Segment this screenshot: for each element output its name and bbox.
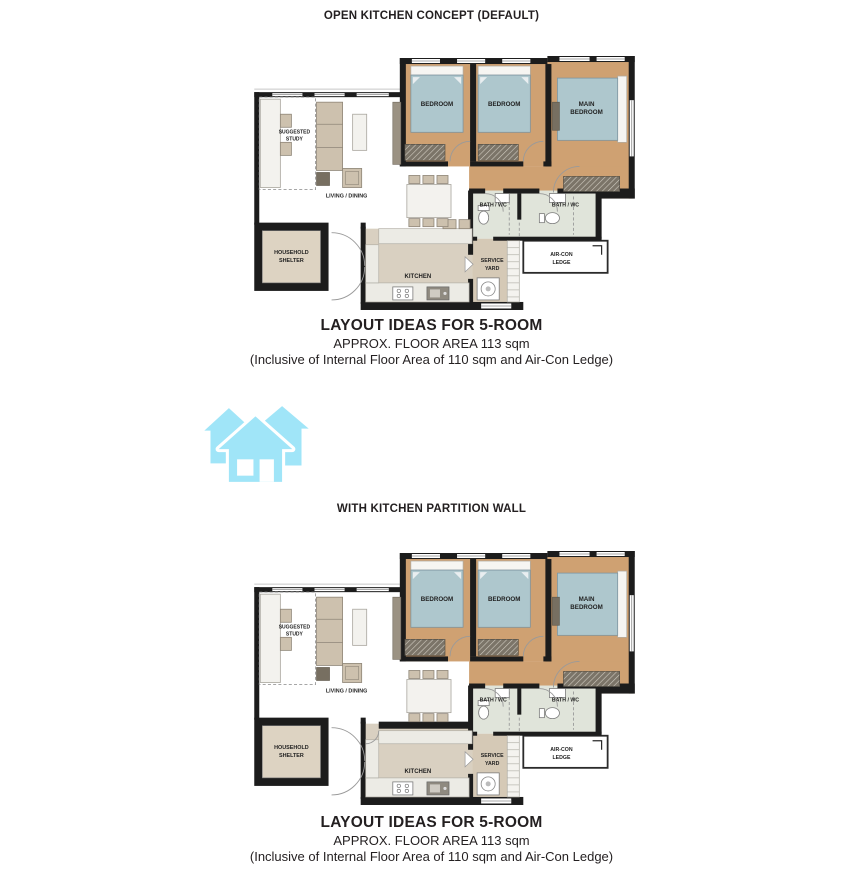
chair-icon	[437, 219, 448, 227]
coffee-table-icon	[353, 609, 367, 645]
chair-icon	[423, 714, 434, 722]
heading-partition: WITH KITCHEN PARTITION WALL	[336, 503, 527, 515]
household-shelter-label: HOUSEHOLD	[274, 744, 309, 751]
bedroom-label: BEDROOM	[420, 101, 454, 109]
study-label: SUGGESTED	[278, 624, 311, 631]
floorplan-partition	[254, 551, 636, 808]
chair-icon	[280, 637, 291, 650]
chair-icon	[280, 142, 291, 155]
toilet-icon	[479, 706, 489, 719]
door-arc	[332, 762, 365, 795]
floorplan-partition-svg	[254, 551, 636, 808]
toilet-icon	[479, 211, 489, 224]
chair-icon	[409, 670, 420, 678]
svg-text:YARD: YARD	[485, 760, 500, 767]
bedroom-label: BEDROOM	[487, 596, 521, 604]
svg-text:SHELTER: SHELTER	[278, 752, 304, 759]
chair-icon	[437, 175, 448, 183]
stove-icon	[393, 287, 413, 300]
bath-label: BATH / WC	[479, 697, 507, 704]
chair-icon	[437, 670, 448, 678]
caption-subtitle: APPROX. FLOOR AREA 113 sqm	[333, 336, 530, 351]
door-arc	[332, 728, 365, 761]
wardrobe-icon	[563, 671, 619, 686]
wardrobe-icon	[563, 176, 619, 191]
bedroom-label: BEDROOM	[420, 596, 454, 604]
caption-title: LAYOUT IDEAS FOR 5-ROOM	[320, 317, 543, 334]
svg-text:STUDY: STUDY	[285, 631, 303, 638]
entrance-doors	[332, 233, 365, 300]
stool-icon	[459, 220, 470, 229]
coffee-table-icon	[353, 114, 367, 150]
main-bedroom-label: MAIN	[578, 101, 595, 109]
chair-icon	[280, 114, 291, 127]
tv-console-icon	[393, 102, 401, 164]
aircon-label: AIR-CON	[550, 746, 573, 753]
dresser-icon	[552, 102, 559, 130]
entrance-doors	[332, 728, 365, 795]
chair-icon	[409, 714, 420, 722]
caption-partition	[0, 813, 863, 865]
side-table-icon	[317, 172, 330, 185]
main-bedroom-label: MAIN	[578, 596, 595, 604]
bath-label: BATH / WC	[551, 697, 580, 704]
aircon-label: AIR-CON	[550, 251, 573, 258]
floorplan-open-svg	[254, 56, 636, 313]
dining-table-icon	[407, 680, 451, 713]
chair-icon	[423, 175, 434, 183]
houses-icon	[202, 400, 310, 495]
living-dining-label: LIVING / DINING	[325, 193, 368, 200]
household-shelter	[254, 718, 328, 786]
wardrobe-icon	[478, 144, 518, 160]
bedroom-label: BEDROOM	[487, 101, 521, 109]
tv-console-icon	[393, 597, 401, 659]
chair-icon	[423, 670, 434, 678]
household-shelter	[254, 223, 328, 291]
wardrobe-icon	[405, 144, 445, 160]
service-yard-label: SERVICE	[480, 257, 504, 264]
door-arc	[332, 267, 365, 300]
caption-subtitle: APPROX. FLOOR AREA 113 sqm	[333, 833, 530, 848]
stove-icon	[393, 782, 413, 795]
sofa-icon	[317, 102, 343, 170]
caption-note: (Inclusive of Internal Floor Area of 110 sqm and Air-Con Ledge)	[249, 849, 614, 864]
heading-open-kitchen: OPEN KITCHEN CONCEPT (DEFAULT)	[323, 10, 540, 22]
window-icon	[237, 459, 253, 475]
dresser-icon	[552, 597, 559, 625]
drying-rack-icon	[507, 241, 519, 302]
caption-note: (Inclusive of Internal Floor Area of 110 sqm and Air-Con Ledge)	[249, 352, 614, 367]
dining-table-icon	[407, 185, 451, 218]
kitchen-partition-wall	[366, 722, 472, 744]
household-shelter-label: HOUSEHOLD	[274, 249, 309, 256]
kitchen-label: KITCHEN	[404, 273, 432, 280]
caption-open	[0, 316, 863, 368]
svg-text:LEDGE: LEDGE	[552, 754, 571, 761]
chair-icon	[280, 609, 291, 622]
aircon-ledge	[523, 241, 607, 273]
bath-label: BATH / WC	[551, 202, 580, 209]
floorplan-open	[254, 56, 636, 313]
wardrobe-icon	[405, 639, 445, 655]
sofa-icon	[317, 597, 343, 665]
toilet-icon	[545, 708, 559, 719]
svg-text:BEDROOM: BEDROOM	[570, 109, 603, 117]
chair-icon	[409, 175, 420, 183]
svg-text:STUDY: STUDY	[285, 136, 303, 143]
side-table-icon	[317, 667, 330, 680]
chair-icon	[423, 219, 434, 227]
service-yard-label: SERVICE	[480, 752, 504, 759]
svg-text:BEDROOM: BEDROOM	[570, 604, 603, 612]
svg-text:SHELTER: SHELTER	[278, 257, 304, 264]
desk-icon	[260, 594, 280, 682]
caption-title: LAYOUT IDEAS FOR 5-ROOM	[320, 814, 543, 831]
svg-text:LEDGE: LEDGE	[552, 259, 571, 266]
chair-icon	[409, 219, 420, 227]
living-dining-label: LIVING / DINING	[325, 688, 368, 695]
aircon-ledge	[523, 736, 607, 768]
toilet-icon	[545, 213, 559, 224]
chair-icon	[437, 714, 448, 722]
study-label: SUGGESTED	[278, 129, 311, 136]
drying-rack-icon	[507, 736, 519, 797]
bath-label: BATH / WC	[479, 202, 507, 209]
door-icon	[260, 459, 274, 482]
svg-text:YARD: YARD	[485, 265, 500, 272]
desk-icon	[260, 99, 280, 187]
door-arc	[332, 233, 365, 266]
kitchen-label: KITCHEN	[404, 768, 432, 775]
wardrobe-icon	[478, 639, 518, 655]
